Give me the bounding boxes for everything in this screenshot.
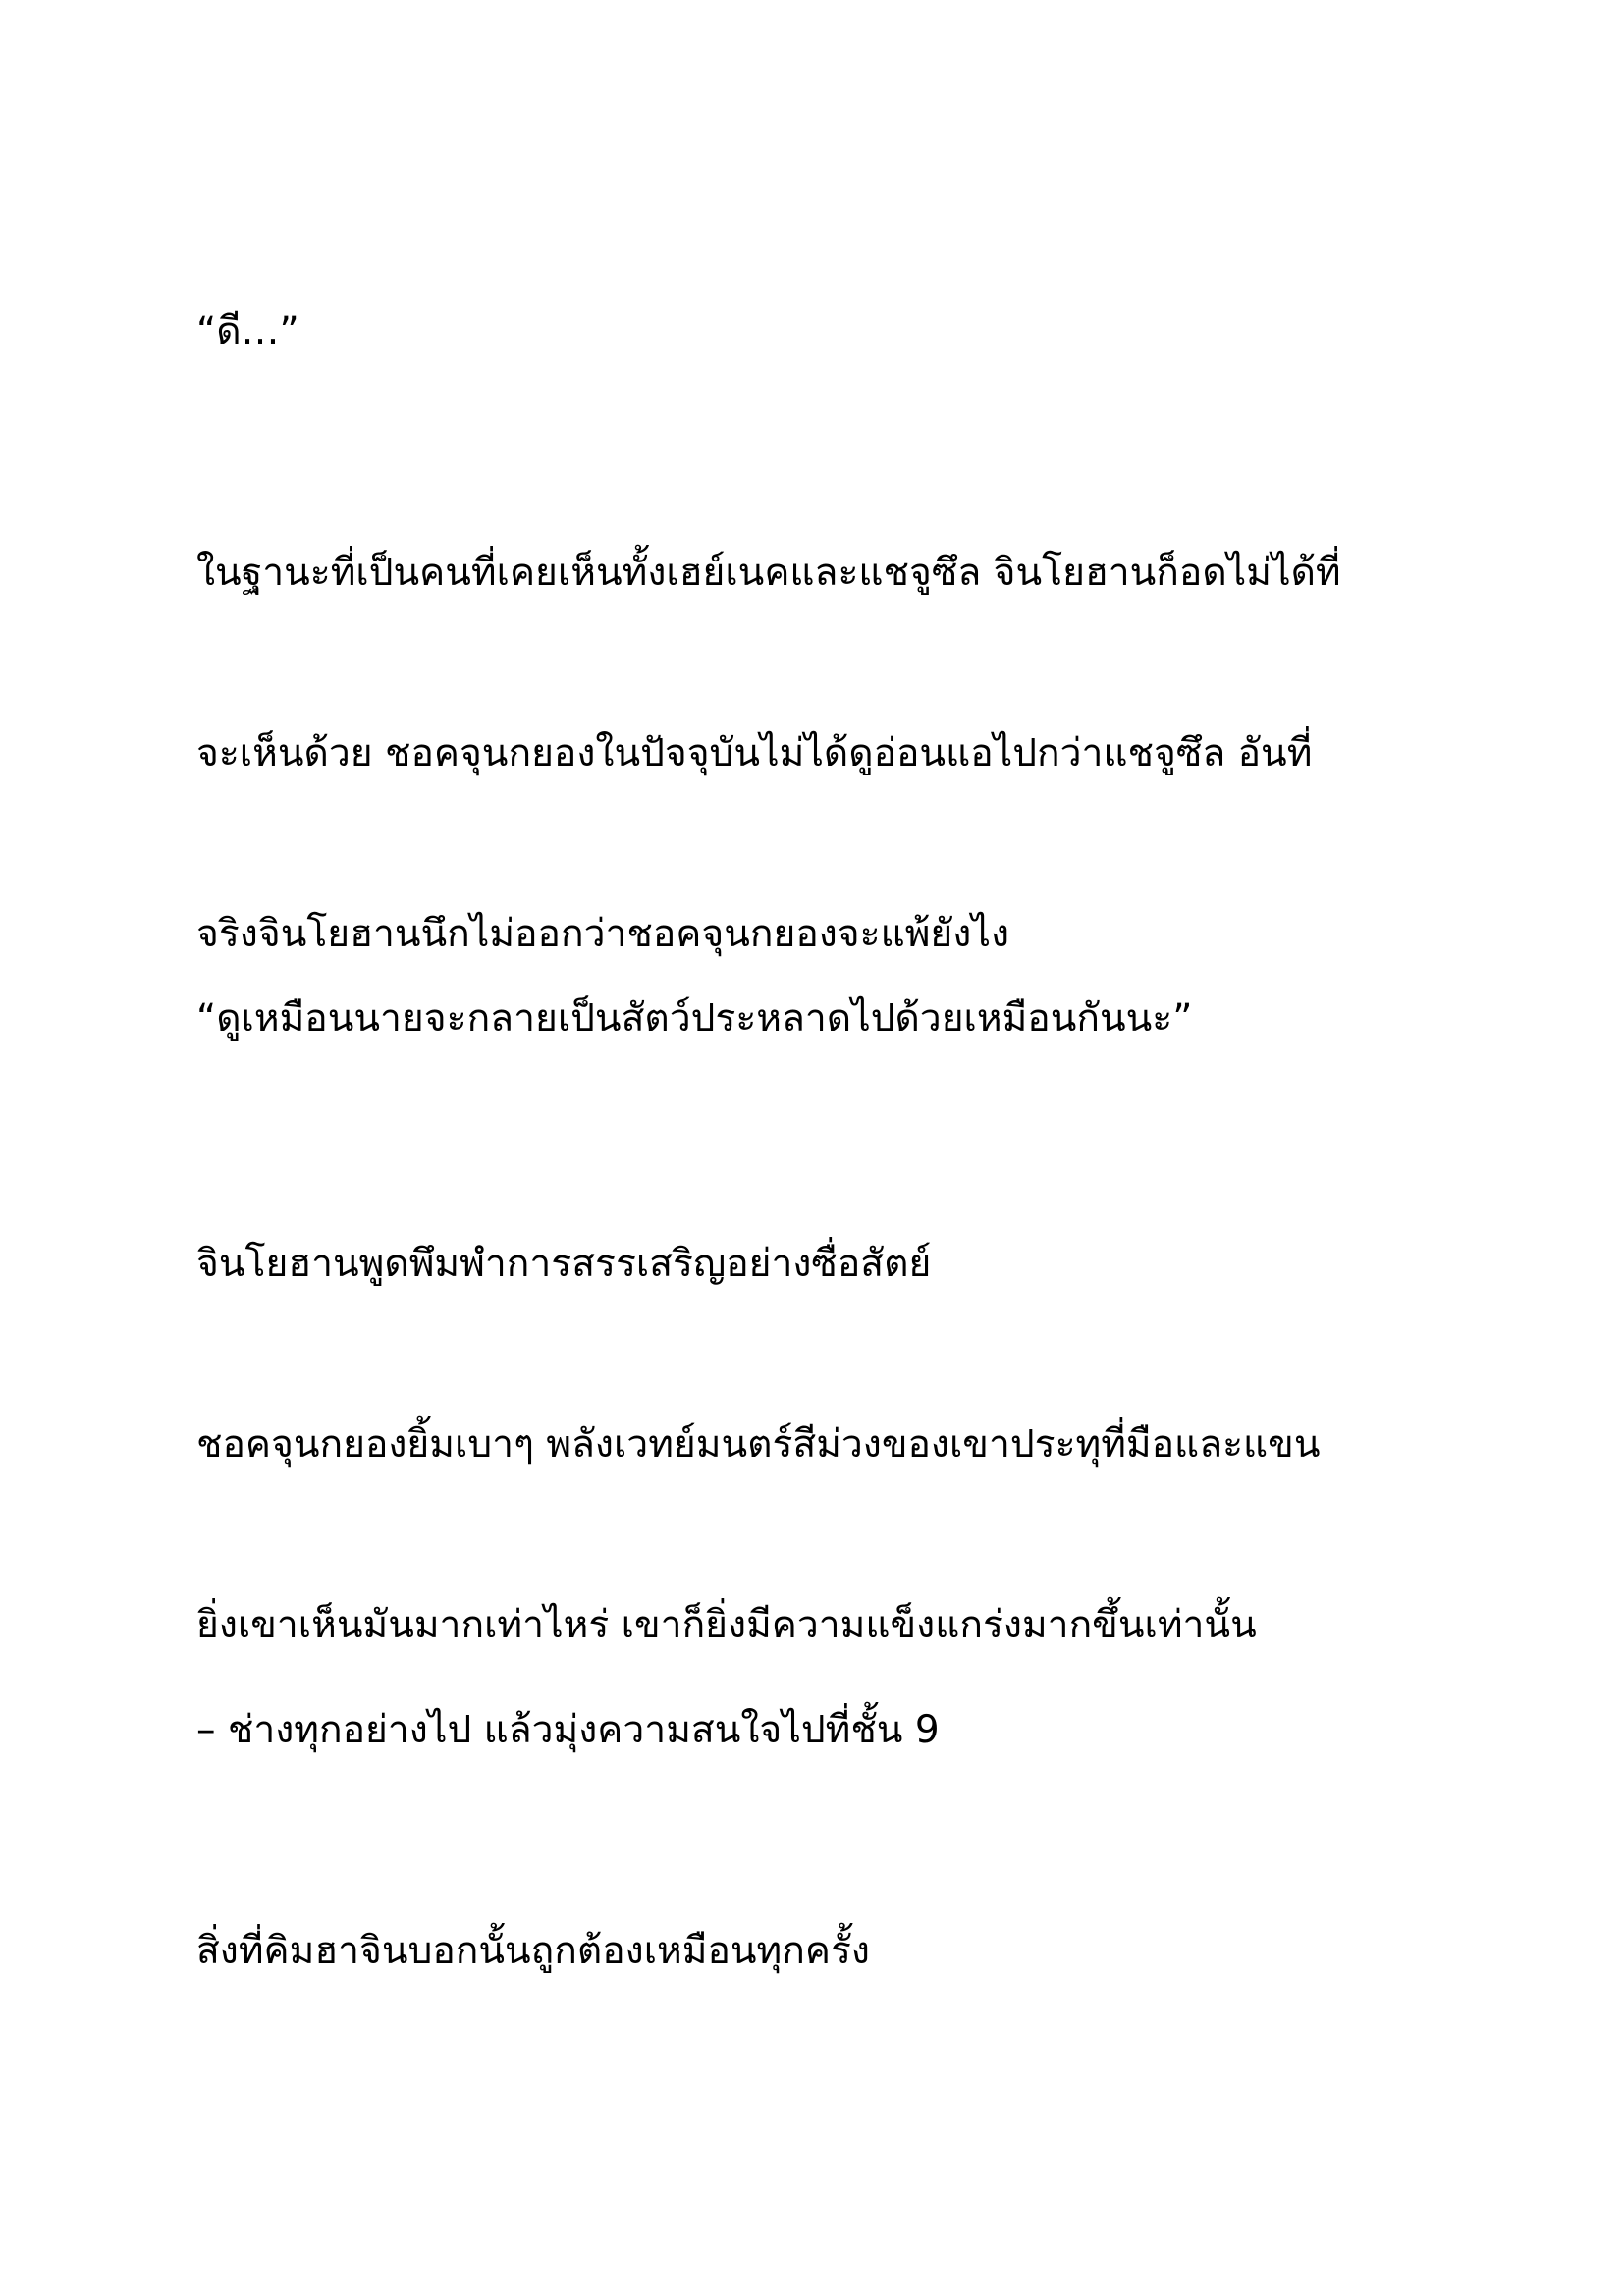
text-line: ในฐานะที่เป็นคนที่เคยเห็นทั้งเฮย์เนคและแชจูซึล จินโยฮานก็อดไม่ได้ที่ bbox=[196, 551, 1341, 595]
paragraph-narration-3 bbox=[196, 1816, 1473, 2087]
paragraph-dialogue-1 bbox=[196, 196, 1473, 467]
paragraph-dialogue-2 bbox=[196, 883, 1473, 1154]
text-line: ยิ่งเขาเห็นมันมากเท่าไหร่ เขาก็ยิ่งมีความแข็งแกร่งมากขึ้นเท่านั้น bbox=[196, 1603, 1257, 1647]
text-line: จะเห็นด้วย ชอคจุนกยองในปัจจุบันไม่ได้ดูอ่อนแอไปกว่าแชจูซึล อันที่ bbox=[196, 731, 1313, 775]
text-line: “ดูเหมือนนายจะกลายเป็นสัตว์ประหลาดไปด้วยเหมือนกันนะ” bbox=[196, 996, 1193, 1041]
text-line: จริงจินโยฮานนึกไม่ออกว่าชอคจุนกยองจะแพ้ยังไง bbox=[196, 912, 1009, 956]
text-line: สิ่งที่คิมฮาจินบอกนั้นถูกต้องเหมือนทุกครั้ง bbox=[196, 1929, 870, 1973]
text-line: “ดี…” bbox=[196, 309, 299, 353]
text-line: ชอคจุนกยองยิ้มเบาๆ พลังเวทย์มนตร์สีม่วงของเขาประทุที่มือและแขน bbox=[196, 1422, 1321, 1467]
text-line: – ช่างทุกอย่างไป แล้วมุ่งความสนใจไปที่ชั้น 9 bbox=[196, 1708, 940, 1752]
text-line: จินโยฮานพูดพึมพำการสรรเสริญอย่างซื่อสัตย์ bbox=[196, 1242, 932, 1286]
